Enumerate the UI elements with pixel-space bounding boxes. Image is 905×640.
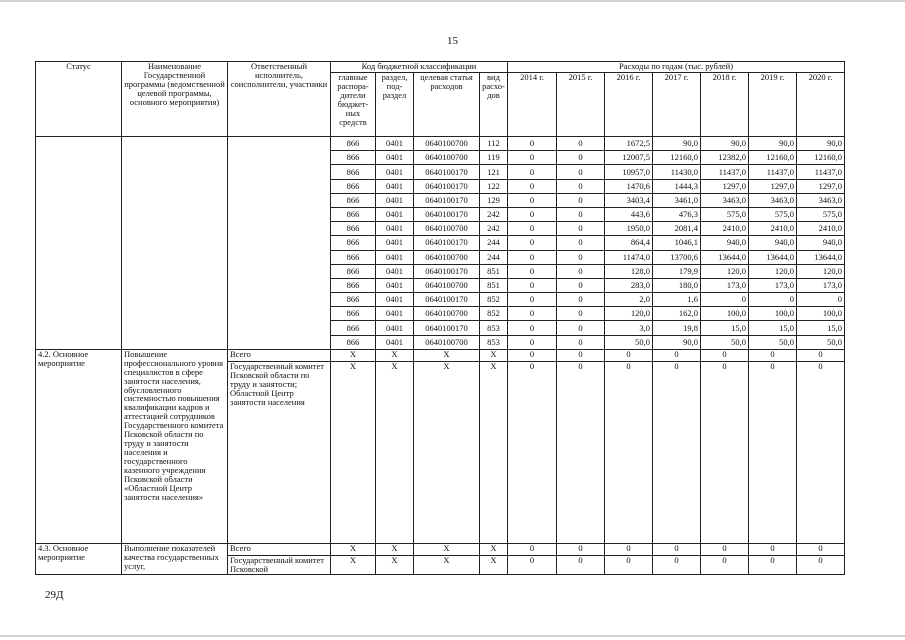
table-cell: 129 — [480, 193, 508, 207]
status-cell-empty — [36, 137, 122, 350]
table-cell: 13644,0 — [701, 250, 749, 264]
table-cell: 90,0 — [653, 335, 701, 349]
table-cell: 0640100170 — [414, 321, 480, 335]
table-cell: 3403,4 — [605, 193, 653, 207]
header-year: 2019 г. — [749, 73, 797, 137]
table-cell: X — [414, 349, 480, 361]
table-cell: 0 — [749, 349, 797, 361]
table-cell: 122 — [480, 179, 508, 193]
table-cell: 853 — [480, 335, 508, 349]
table-cell: 866 — [331, 335, 376, 349]
table-cell: 0 — [557, 151, 605, 165]
table-cell: 0640100170 — [414, 236, 480, 250]
header-responsible: Ответственный исполнитель, соисполнители, участники — [228, 62, 331, 137]
table-cell: 0401 — [376, 137, 414, 151]
table-cell: 0 — [557, 361, 605, 543]
table-cell: X — [331, 543, 376, 555]
table-cell: 866 — [331, 207, 376, 221]
table-cell: 12160,0 — [653, 151, 701, 165]
table-cell: X — [376, 361, 414, 543]
table-cell: 0 — [557, 165, 605, 179]
table-cell: 0 — [701, 543, 749, 555]
table-cell: 13700,6 — [653, 250, 701, 264]
table-cell: 15,0 — [749, 321, 797, 335]
table-cell: 242 — [480, 222, 508, 236]
table-cell: 575,0 — [797, 207, 845, 221]
table-cell: 90,0 — [701, 137, 749, 151]
table-cell: 1297,0 — [797, 179, 845, 193]
table-cell: 0 — [797, 361, 845, 543]
table-cell: 575,0 — [749, 207, 797, 221]
table-cell: 50,0 — [605, 335, 653, 349]
table-cell: 0 — [557, 207, 605, 221]
table-cell: 0401 — [376, 151, 414, 165]
table-cell: 0 — [605, 543, 653, 555]
table-cell: 851 — [480, 264, 508, 278]
measure-42-status: 4.2. Основное мероприятие — [36, 349, 122, 543]
table-cell: 940,0 — [797, 236, 845, 250]
table-cell: 0401 — [376, 193, 414, 207]
table-cell: 1470,6 — [605, 179, 653, 193]
table-cell: 0640100170 — [414, 264, 480, 278]
table-cell: 0640100170 — [414, 165, 480, 179]
table-cell: X — [376, 349, 414, 361]
table-cell: 0640100700 — [414, 222, 480, 236]
table-cell: 0 — [749, 543, 797, 555]
table-cell: 851 — [480, 278, 508, 292]
table-cell: X — [480, 555, 508, 574]
table-cell: X — [414, 543, 480, 555]
table-row — [36, 137, 845, 151]
table-cell: X — [331, 349, 376, 361]
name-cell-empty — [122, 137, 228, 350]
table-cell: 0 — [605, 349, 653, 361]
table-cell: 0 — [557, 321, 605, 335]
footer-code: 29Д — [45, 589, 64, 601]
table-cell: 0401 — [376, 165, 414, 179]
table-cell: 0 — [557, 264, 605, 278]
table-cell: 0640100700 — [414, 250, 480, 264]
measure-43-name: Выполнение показателей качества государственных услуг, — [122, 543, 228, 574]
table-cell: 866 — [331, 321, 376, 335]
table-cell: 50,0 — [749, 335, 797, 349]
table-cell: 242 — [480, 207, 508, 221]
table-cell: 0 — [557, 307, 605, 321]
table-cell: 3461,0 — [653, 193, 701, 207]
table-cell: 120,0 — [701, 264, 749, 278]
header-budget-code: Код бюджетной классификации — [331, 62, 508, 73]
table-cell: 0 — [557, 335, 605, 349]
table-cell: X — [331, 361, 376, 543]
header-year: 2017 г. — [653, 73, 701, 137]
table-cell: 443,6 — [605, 207, 653, 221]
table-cell: 0401 — [376, 207, 414, 221]
table-cell: 0 — [797, 555, 845, 574]
table-cell: 866 — [331, 236, 376, 250]
table-cell: 2,0 — [605, 293, 653, 307]
table-cell: 3463,0 — [797, 193, 845, 207]
measure-42-total-label: Всего — [228, 349, 331, 361]
measure-42-participant: Государственный комитет Псковской области по труду и занятости; Областной Центр занятости населения — [228, 361, 331, 543]
table-cell: 0 — [557, 543, 605, 555]
table-cell: 0 — [508, 193, 557, 207]
table-cell: 11437,0 — [749, 165, 797, 179]
table-cell: 173,0 — [797, 278, 845, 292]
table-cell: 0 — [653, 361, 701, 543]
table-cell: 0 — [701, 361, 749, 543]
table-cell: 0 — [508, 278, 557, 292]
table-cell: 0401 — [376, 307, 414, 321]
table-cell: X — [480, 543, 508, 555]
table-cell: 866 — [331, 193, 376, 207]
header-year: 2018 г. — [701, 73, 749, 137]
table-cell: 0401 — [376, 278, 414, 292]
table-cell: 10957,0 — [605, 165, 653, 179]
table-cell: 1297,0 — [749, 179, 797, 193]
table-cell: 12007,5 — [605, 151, 653, 165]
table-cell: 0401 — [376, 293, 414, 307]
table-cell: 1950,0 — [605, 222, 653, 236]
table-cell: 120,0 — [749, 264, 797, 278]
table-cell: 13644,0 — [749, 250, 797, 264]
table-cell: 173,0 — [701, 278, 749, 292]
table-cell: 120,0 — [605, 307, 653, 321]
header-year: 2020 г. — [797, 73, 845, 137]
header-grbs: главные распора-дители бюджет-ных средств — [331, 73, 376, 137]
header-year: 2016 г. — [605, 73, 653, 137]
table-cell: 853 — [480, 321, 508, 335]
table-cell: 0640100700 — [414, 335, 480, 349]
table-cell: 0640100170 — [414, 179, 480, 193]
table-cell: 0 — [508, 555, 557, 574]
table-cell: 866 — [331, 278, 376, 292]
table-cell: 0 — [605, 555, 653, 574]
table-cell: 2410,0 — [797, 222, 845, 236]
table-cell: 1672,5 — [605, 137, 653, 151]
table-cell: 0 — [701, 349, 749, 361]
table-cell: 12160,0 — [749, 151, 797, 165]
table-cell: 0 — [508, 222, 557, 236]
budget-table — [35, 61, 845, 575]
table-cell: 0 — [749, 293, 797, 307]
table-cell: 1046,1 — [653, 236, 701, 250]
table-cell: 0401 — [376, 222, 414, 236]
table-cell: 0640100170 — [414, 293, 480, 307]
table-cell: 0401 — [376, 321, 414, 335]
table-cell: 0401 — [376, 335, 414, 349]
table-cell: 0 — [605, 361, 653, 543]
table-cell: 0640100700 — [414, 307, 480, 321]
table-cell: 0 — [701, 555, 749, 574]
table-cell: 940,0 — [749, 236, 797, 250]
table-cell: 866 — [331, 165, 376, 179]
table-cell: 11437,0 — [797, 165, 845, 179]
scan-edge-bottom — [0, 635, 905, 637]
table-cell: 0 — [557, 236, 605, 250]
table-cell: 12382,0 — [701, 151, 749, 165]
table-cell: 15,0 — [701, 321, 749, 335]
table-cell: 3,0 — [605, 321, 653, 335]
table-cell: 0 — [557, 293, 605, 307]
table-cell: X — [414, 555, 480, 574]
table-cell: 852 — [480, 293, 508, 307]
table-cell: 100,0 — [701, 307, 749, 321]
table-cell: 866 — [331, 307, 376, 321]
table-cell: 128,0 — [605, 264, 653, 278]
table-cell: 13644,0 — [797, 250, 845, 264]
table-cell: 0 — [508, 207, 557, 221]
table-cell: 0 — [653, 349, 701, 361]
table-cell: 0640100700 — [414, 137, 480, 151]
table-cell: 50,0 — [797, 335, 845, 349]
table-cell: X — [376, 543, 414, 555]
table-cell: 0 — [557, 222, 605, 236]
measure-42-name: Повышение профессионального уровня специалистов в сфере занятости населения, обусловленного системностью повышения квалификации кадров и аттестацией сотрудников Государственного комитета Псковской области по труду и занятости населения и государственного казенного учреждения Псковской области «Областной Центр занятости населения» — [122, 349, 228, 543]
table-cell: 0 — [508, 293, 557, 307]
table-cell: 180,0 — [653, 278, 701, 292]
table-cell: 940,0 — [701, 236, 749, 250]
table-cell: 283,0 — [605, 278, 653, 292]
table-cell: 0401 — [376, 250, 414, 264]
table-cell: 0401 — [376, 264, 414, 278]
table-cell: 0 — [508, 264, 557, 278]
table-cell: 0 — [797, 543, 845, 555]
table-cell: 1,6 — [653, 293, 701, 307]
table-cell: 11437,0 — [701, 165, 749, 179]
table-cell: 852 — [480, 307, 508, 321]
table-cell: 90,0 — [797, 137, 845, 151]
table-cell: X — [376, 555, 414, 574]
table-cell: 112 — [480, 137, 508, 151]
table-cell: 12160,0 — [797, 151, 845, 165]
header-name: Наименование Государственной программы (ведомственной целевой программы, основного мероприятия) — [122, 62, 228, 137]
table-cell: 0 — [797, 293, 845, 307]
table-cell: 0 — [508, 321, 557, 335]
measure-43-status: 4.3. Основное мероприятие — [36, 543, 122, 574]
header-year: 2015 г. — [557, 73, 605, 137]
table-cell: 866 — [331, 151, 376, 165]
table-cell: 0 — [557, 250, 605, 264]
table-cell: X — [480, 361, 508, 543]
table-cell: X — [414, 361, 480, 543]
header-year: 2014 г. — [508, 73, 557, 137]
table-cell: X — [331, 555, 376, 574]
table-cell: 162,0 — [653, 307, 701, 321]
table-cell: 0 — [557, 179, 605, 193]
table-cell: 0 — [508, 307, 557, 321]
table-cell: 0640100700 — [414, 151, 480, 165]
table-cell: 100,0 — [749, 307, 797, 321]
table-cell: 0 — [557, 349, 605, 361]
table-cell: 100,0 — [797, 307, 845, 321]
table-cell: 50,0 — [701, 335, 749, 349]
responsible-cell-empty — [228, 137, 331, 350]
table-cell: 0 — [557, 555, 605, 574]
table-cell: 0 — [749, 361, 797, 543]
table-cell: 11430,0 — [653, 165, 701, 179]
table-cell: 1444,3 — [653, 179, 701, 193]
table-cell: 0640100170 — [414, 193, 480, 207]
table-cell: 0 — [557, 278, 605, 292]
table-cell: 2410,0 — [701, 222, 749, 236]
table-cell: 244 — [480, 236, 508, 250]
measure-43-participant: Государственный комитет Псковской — [228, 555, 331, 574]
table-cell: 0 — [508, 165, 557, 179]
table-cell: 0 — [749, 555, 797, 574]
table-cell: 866 — [331, 293, 376, 307]
table-cell: 11474,0 — [605, 250, 653, 264]
table-cell: 866 — [331, 222, 376, 236]
header-expenses: Расходы по годам (тыс. рублей) — [508, 62, 845, 73]
table-cell: 121 — [480, 165, 508, 179]
header-kind: вид расхо-дов — [480, 73, 508, 137]
table-cell: 0 — [508, 236, 557, 250]
table-cell: 0 — [557, 193, 605, 207]
page-number: 15 — [447, 35, 458, 47]
table-cell: 0 — [508, 543, 557, 555]
table-cell: 120,0 — [797, 264, 845, 278]
table-cell: 0 — [653, 555, 701, 574]
table-cell: 0401 — [376, 179, 414, 193]
table-cell: 179,9 — [653, 264, 701, 278]
table-cell: 15,0 — [797, 321, 845, 335]
table-cell: 90,0 — [653, 137, 701, 151]
table-cell: 1297,0 — [701, 179, 749, 193]
table-cell: 0 — [508, 137, 557, 151]
table-cell: 244 — [480, 250, 508, 264]
table-cell: 3463,0 — [701, 193, 749, 207]
table-cell: 173,0 — [749, 278, 797, 292]
table-cell: 0 — [508, 349, 557, 361]
header-section: раздел, под-раздел — [376, 73, 414, 137]
table-cell: 2081,4 — [653, 222, 701, 236]
table-cell: 19,8 — [653, 321, 701, 335]
table-cell: 0401 — [376, 236, 414, 250]
table-cell: 0 — [508, 361, 557, 543]
table-cell: 866 — [331, 264, 376, 278]
table-cell: 866 — [331, 179, 376, 193]
measure-43-total-label: Всего — [228, 543, 331, 555]
table-cell: X — [480, 349, 508, 361]
table-cell: 0 — [508, 250, 557, 264]
header-target: целевая статья расходов — [414, 73, 480, 137]
table-cell: 2410,0 — [749, 222, 797, 236]
table-cell: 0 — [701, 293, 749, 307]
table-cell: 476,3 — [653, 207, 701, 221]
table-cell: 0 — [653, 543, 701, 555]
table-cell: 866 — [331, 137, 376, 151]
table-cell: 866 — [331, 250, 376, 264]
table-cell: 0 — [797, 349, 845, 361]
table-cell: 0640100170 — [414, 207, 480, 221]
table-cell: 575,0 — [701, 207, 749, 221]
table-cell: 864,4 — [605, 236, 653, 250]
table-cell: 0 — [557, 137, 605, 151]
table-cell: 3463,0 — [749, 193, 797, 207]
table-cell: 0640100700 — [414, 278, 480, 292]
table-cell: 0 — [508, 335, 557, 349]
table-cell: 0 — [508, 151, 557, 165]
table-cell: 0 — [508, 179, 557, 193]
table-cell: 90,0 — [749, 137, 797, 151]
table-cell: 119 — [480, 151, 508, 165]
scan-edge-top — [0, 0, 905, 2]
header-status: Статус — [36, 62, 122, 137]
